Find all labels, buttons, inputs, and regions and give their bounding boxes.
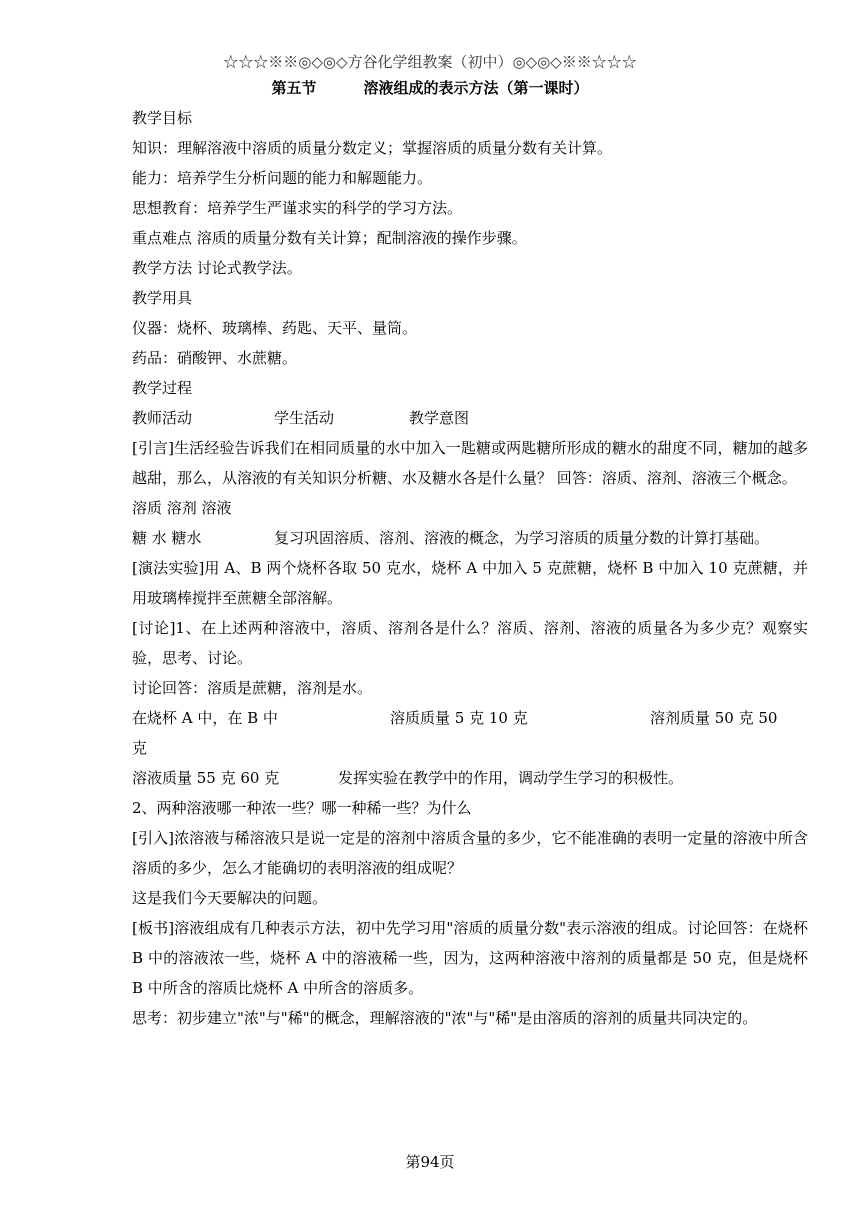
solution-intent: 发挥实验在教学中的作用，调动学生学习的积极性。: [338, 769, 684, 787]
col-teacher: 教师活动: [132, 409, 193, 427]
paragraph-think: 思考：初步建立"浓"与"稀"的概念，理解溶液的"浓"与"稀"是由溶质的溶剂的质量共同决定的。: [132, 1009, 758, 1027]
unit-gram: 克: [132, 739, 148, 757]
row-values-text: 糖 水 糖水: [132, 529, 202, 547]
row-labels: 溶质 溶剂 溶液: [132, 499, 232, 517]
objective-knowledge: 知识：理解溶液中溶质的质量分数定义；掌握溶质的质量分数有关计算。: [132, 139, 613, 157]
row-values: [132, 523, 808, 553]
paragraph-intro: [引言]生活经验告诉我们在相同质量的水中加入一匙糖或两匙糖所形成的糖水的甜度不同，糖加的越多越甜，那么，从溶液的有关知识分析糖、水及糖水各是什么量？ 回答：溶质、溶剂、溶液三个概念。: [132, 439, 808, 487]
page-number: 第94页: [405, 1153, 455, 1171]
paragraph-demo: [演法实验]用 A、B 两个烧杯各取 50 克水，烧杯 A 中加入 5 克蔗糖，烧杯 B 中加入 10 克蔗糖，并用玻璃棒搅拌至蔗糖全部溶解。: [132, 559, 808, 607]
solution-mass: 溶液质量 55 克 60 克: [132, 769, 280, 787]
tools-instruments: 仪器：烧杯、玻璃棒、药匙、天平、量筒。: [132, 319, 418, 337]
problem-statement: 这是我们今天要解决的问题。: [132, 889, 328, 907]
mass-row: [132, 703, 808, 733]
discussion-answer: 讨论回答：溶质是蔗糖，溶剂是水。: [132, 679, 373, 697]
solution-mass-row: [132, 763, 808, 793]
paragraph-lead: [引入]浓溶液与稀溶液只是说一定是的溶剂中溶质含量的多少，它不能准确的表明一定量的溶液中所含溶质的多少，怎么才能确切的表明溶液的组成呢？: [132, 829, 808, 877]
key-points: 重点难点 溶质的质量分数有关计算；配制溶液的操作步骤。: [132, 229, 527, 247]
column-headers: [132, 403, 808, 433]
question-two: 2、两种溶液哪一种浓一些？哪一种稀一些？为什么: [132, 799, 472, 817]
col-intent: 教学意图: [409, 409, 470, 427]
heading-objectives: 教学目标: [132, 109, 193, 127]
teaching-method: 教学方法 讨论式教学法。: [132, 259, 302, 277]
beaker-label: 在烧杯 A 中，在 B 中: [132, 709, 278, 727]
heading-tools: 教学用具: [132, 289, 193, 307]
objective-ability: 能力：培养学生分析问题的能力和解题能力。: [132, 169, 433, 187]
page-header: ☆☆☆※※◎◇◎◇方谷化学组教案（初中）◎◇◎◇※※☆☆☆: [223, 53, 637, 71]
solvent-mass: 溶剂质量 50 克 50: [650, 709, 778, 727]
objective-ideology: 思想教育：培养学生严谨求实的科学的学习方法。: [132, 199, 463, 217]
paragraph-discuss: [讨论]1、在上述两种溶液中，溶质、溶剂各是什么？溶质、溶剂、溶液的质量各为多少克？观察实验，思考、讨论。: [132, 619, 808, 667]
solute-mass: 溶质质量 5 克 10 克: [390, 709, 528, 727]
row-values-intent: 复习巩固溶质、溶剂、溶液的概念，为学习溶质的质量分数的计算打基础。: [274, 529, 770, 547]
paragraph-board: [板书]溶液组成有几种表示方法，初中先学习用"溶质的质量分数"表示溶液的组成。讨论回答：在烧杯 B 中的溶液浓一些，烧杯 A 中的溶液稀一些，因为，这两种溶液中溶剂的质量都是 50 克，但是烧杯 B 中所含的溶质比烧杯 A 中所含的溶质多。: [132, 919, 808, 997]
tools-chemicals: 药品：硝酸钾、水蔗糖。: [132, 349, 298, 367]
document-body: [132, 103, 808, 1033]
section-title: 第五节 溶液组成的表示方法（第一课时）: [271, 79, 589, 97]
col-student: 学生活动: [274, 409, 335, 427]
heading-process: 教学过程: [132, 379, 193, 397]
